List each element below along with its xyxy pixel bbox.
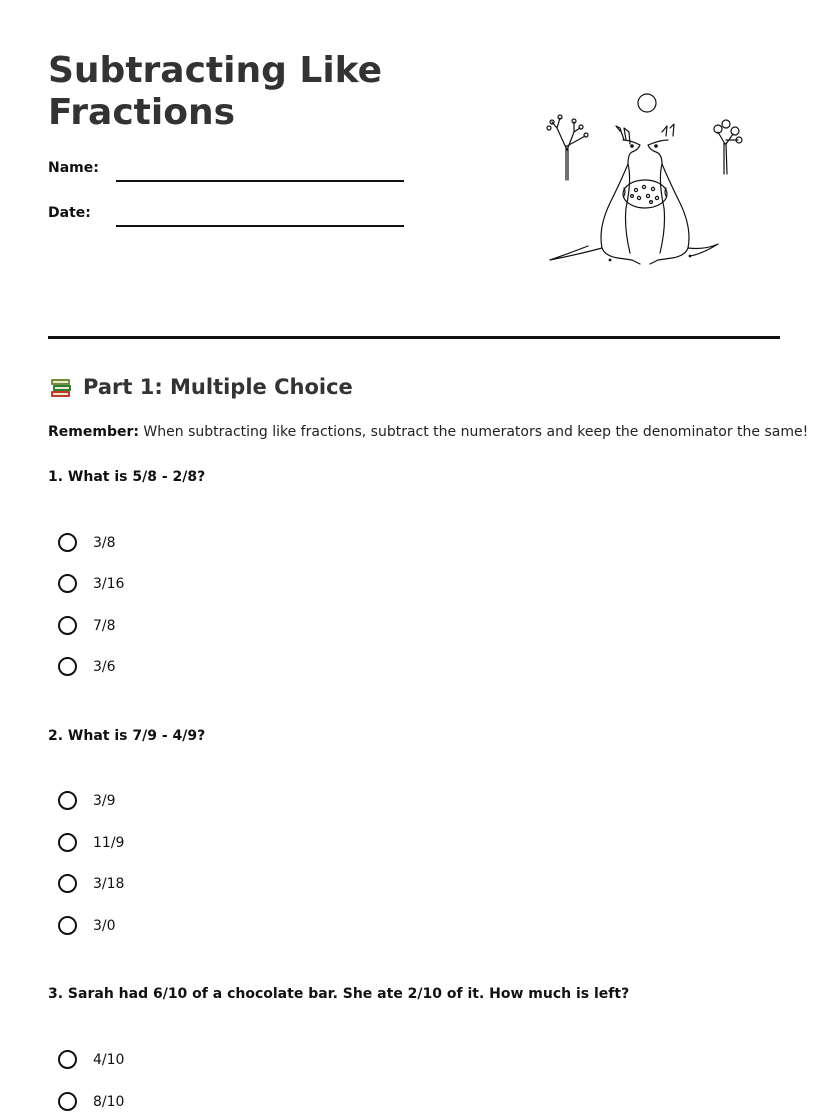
- radio-button[interactable]: [58, 874, 77, 893]
- radio-button[interactable]: [58, 574, 77, 593]
- option-q2-a[interactable]: [58, 791, 116, 810]
- radio-button[interactable]: [58, 791, 77, 810]
- part1-heading: [48, 374, 353, 400]
- remember-note: [48, 424, 808, 440]
- question-1: 1. What is 5/8 - 2/8?: [48, 469, 206, 485]
- option-label: 4/10: [93, 1051, 125, 1068]
- date-label: Date:: [48, 205, 91, 221]
- option-q2-d[interactable]: [58, 916, 116, 935]
- option-label: 3/0: [93, 917, 116, 934]
- worksheet-title: Subtracting Like Fractions: [48, 50, 383, 133]
- radio-button[interactable]: [58, 833, 77, 852]
- name-label: Name:: [48, 160, 99, 176]
- remember-text: When subtracting like fractions, subtract the numerators and keep the denominator the same!: [138, 424, 809, 440]
- name-field[interactable]: [116, 180, 404, 182]
- date-field[interactable]: [116, 225, 404, 227]
- question-2: 2. What is 7/9 - 4/9?: [48, 728, 206, 744]
- option-q3-a[interactable]: [58, 1050, 124, 1069]
- radio-button[interactable]: [58, 616, 77, 635]
- option-label: 3/9: [93, 792, 116, 809]
- radio-button[interactable]: [58, 657, 77, 676]
- option-q3-b[interactable]: [58, 1092, 124, 1111]
- radio-button[interactable]: [58, 916, 77, 935]
- radio-button[interactable]: [58, 1092, 77, 1111]
- option-q1-a[interactable]: [58, 533, 116, 552]
- section-divider: [48, 336, 780, 339]
- option-label: 8/10: [93, 1093, 125, 1110]
- books-icon: [48, 374, 74, 400]
- option-label: 3/16: [93, 575, 125, 592]
- radio-button[interactable]: [58, 1050, 77, 1069]
- option-label: 3/6: [93, 658, 116, 675]
- question-3: 3. Sarah had 6/10 of a chocolate bar. She ate 2/10 of it. How much is left?: [48, 986, 630, 1002]
- option-q1-b[interactable]: [58, 574, 124, 593]
- option-q1-c[interactable]: [58, 616, 116, 635]
- option-label: 7/8: [93, 617, 116, 634]
- remember-label: Remember:: [48, 424, 139, 440]
- option-label: 3/8: [93, 534, 116, 551]
- option-label: 11/9: [93, 834, 125, 851]
- option-q2-c[interactable]: [58, 874, 124, 893]
- option-label: 3/18: [93, 875, 125, 892]
- part1-title: Part 1: Multiple Choice: [83, 375, 353, 399]
- option-q2-b[interactable]: [58, 833, 124, 852]
- kangaroos-illustration: [540, 88, 750, 273]
- radio-button[interactable]: [58, 533, 77, 552]
- option-q1-d[interactable]: [58, 657, 116, 676]
